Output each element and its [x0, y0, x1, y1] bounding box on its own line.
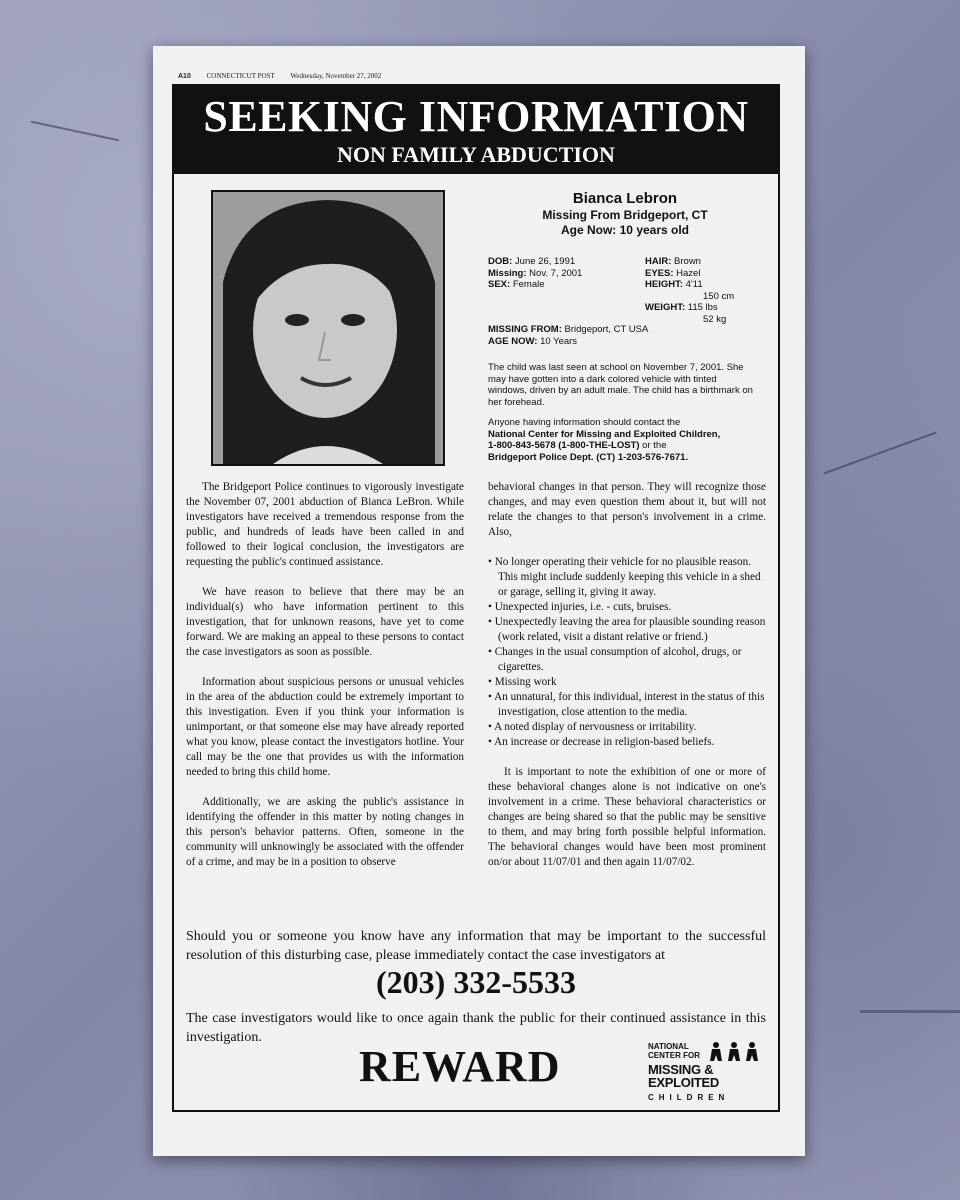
reward-label: REWARD [359, 1042, 561, 1091]
facts-bottom [488, 324, 648, 347]
wall-crack [31, 121, 119, 142]
contact-or: or the [639, 440, 667, 451]
missing-from-value: Bridgeport, CT USA [564, 324, 649, 335]
height-cm-value: 150 cm [703, 290, 735, 302]
headline-banner [174, 86, 778, 174]
closing-paragraph: It is important to note the exhibition of one or more of these behavioral changes alone is not indicative on one's involvement in a crime. These behavioral characteristics or changes are being shared so that the public may be sensitive to them, and may bring forth possible helpful information. The behavioral changes would have been most prominent on/or about 11/07/01 and then again 11/07/02. [488, 766, 766, 868]
article-paragraph: We have reason to believe that there may be an individual(s) who have information pertinent to this investigation, that for unknown reasons, have yet to come forward. We are making an appeal to these persons to contact the case investigators as soon as possible. [186, 586, 464, 658]
list-item: • Missing work [488, 676, 557, 688]
article-paragraph: Information about suspicious persons or unusual vehicles in the area of the abduction could be extremely important to this investigation. Even if you think your information is unimportant, or that someone else may have already reported what you know, please contact the investigators hotline. Your call may be the one that provides us with the information needed to bring this child home. [186, 676, 464, 778]
case-description: The child was last seen at school on November 7, 2001. She may have gotten into a dark colored vehicle with tinted windows, driven by an adult male. The child has a birthmark on her forehead. [488, 362, 753, 408]
article-paragraph: Additionally, we are asking the public's assistance in identifying the offender in this matter by noting changes in this person's behavior patterns. Often, someone in the community will unknowingly be associated with the offender of a crime, and may be in a position to observe [186, 796, 464, 868]
page-number: A10 [178, 73, 191, 80]
height-label: HEIGHT: [645, 279, 683, 290]
hair-label: HAIR: [645, 256, 672, 267]
weight-lbs-value: 115 lbs [687, 302, 718, 313]
issue-date: Wednesday, November 27, 2002 [290, 72, 382, 80]
wall-crack [823, 432, 936, 475]
headline-subtitle: NON FAMILY ABDUCTION [337, 142, 615, 167]
weight-label: WEIGHT: [645, 302, 686, 313]
appeal-text: Should you or someone you know have any information that may be important to the successful resolution of this disturbing case, please immediately contact the case investigators at [186, 929, 766, 963]
newspaper-name: CONNECTICUT POST [206, 72, 275, 80]
left-column [186, 480, 464, 885]
logo-title: MISSING & EXPLOITED [648, 1062, 719, 1090]
logo-children: CHILDREN [648, 1093, 730, 1102]
missing-from-line: Missing From Bridgeport, CT [542, 208, 708, 222]
person-name: Bianca Lebron [572, 190, 678, 207]
children-figures-icon [708, 1041, 768, 1063]
dob-label: DOB: [488, 256, 513, 267]
behavior-list [488, 555, 766, 750]
list-item: • Unexpected injuries, i.e. - cuts, bruises. [488, 601, 672, 613]
thanks-text: The case investigators would like to once again thank the public for their continued assistance in this investigation. [186, 1011, 766, 1045]
missing-from-label: MISSING FROM: [488, 324, 562, 335]
age-now-line: Age Now: 10 years old [560, 223, 690, 237]
newspaper-masthead [178, 72, 395, 80]
contact-intro: Anyone having information should contact the [488, 417, 681, 428]
logo-text: NATIONAL CENTER FOR [648, 1042, 700, 1060]
sex-label: SEX: [488, 279, 511, 290]
eyes-label: EYES: [645, 267, 674, 279]
headline-title: SEEKING INFORMATION [203, 92, 749, 141]
dob-value: June 26, 1991 [514, 256, 576, 267]
contact-block [488, 417, 758, 463]
list-item: • Unexpectedly leaving the area for plausible sounding reason (work related, visit a distant relative or friend.) [488, 616, 766, 643]
poster-frame [172, 84, 780, 1112]
eyes-value: Hazel [676, 267, 701, 279]
right-intro: behavioral changes in that person. They will recognize those changes, and may even question them about it, but will not relate the changes to that person's involvement in a crime. Also, [488, 481, 766, 538]
contact-hotline: 1-800-843-5678 (1-800-THE-LOST) [488, 440, 640, 451]
list-item: • An unnatural, for this individual, interest in the status of this investigation, close attention to the media. [488, 691, 765, 718]
facts-left [488, 256, 582, 291]
age-now-value: 10 Years [540, 335, 578, 347]
missing-label: Missing: [488, 267, 527, 279]
list-item: • No longer operating their vehicle for no plausible reason. This might include suddenly keeping this vehicle in a shed or garage, selling it, giving it away. [488, 556, 761, 598]
hair-value: Brown [674, 256, 701, 267]
weight-kg-value: 52 kg [703, 313, 727, 325]
wall-crack [860, 1010, 960, 1013]
sex-value: Female [512, 279, 545, 290]
age-now-label: AGE NOW: [488, 335, 538, 347]
contact-police: Bridgeport Police Dept. (CT) 1-203-576-7671. [488, 451, 689, 463]
investigators-phone: (203) 332-5533 [376, 964, 576, 1000]
list-item: • Changes in the usual consumption of alcohol, drugs, or cigarettes. [488, 646, 742, 673]
height-ft-value: 4'11 [685, 279, 703, 290]
newspaper-page [153, 46, 805, 1156]
missing-date-value: Nov. 7, 2001 [529, 267, 583, 279]
missing-person-header [490, 189, 760, 238]
list-item: • A noted display of nervousness or irritability. [488, 721, 697, 733]
right-column [488, 480, 766, 885]
contact-org: National Center for Missing and Exploited Children, [488, 428, 721, 440]
list-item: • An increase or decrease in religion-based beliefs. [488, 736, 715, 748]
ncmec-logo [648, 1041, 772, 1107]
facts-right [645, 256, 734, 325]
child-photo [211, 190, 445, 466]
article-paragraph: The Bridgeport Police continues to vigorously investigate the November 07, 2001 abduction of Bianca LeBron. While investigators have received a tremendous response from the public, and hundreds of leads have been called in and followed to their logical conclusion, the investigators are requesting the public's continued assistance. [186, 481, 464, 568]
